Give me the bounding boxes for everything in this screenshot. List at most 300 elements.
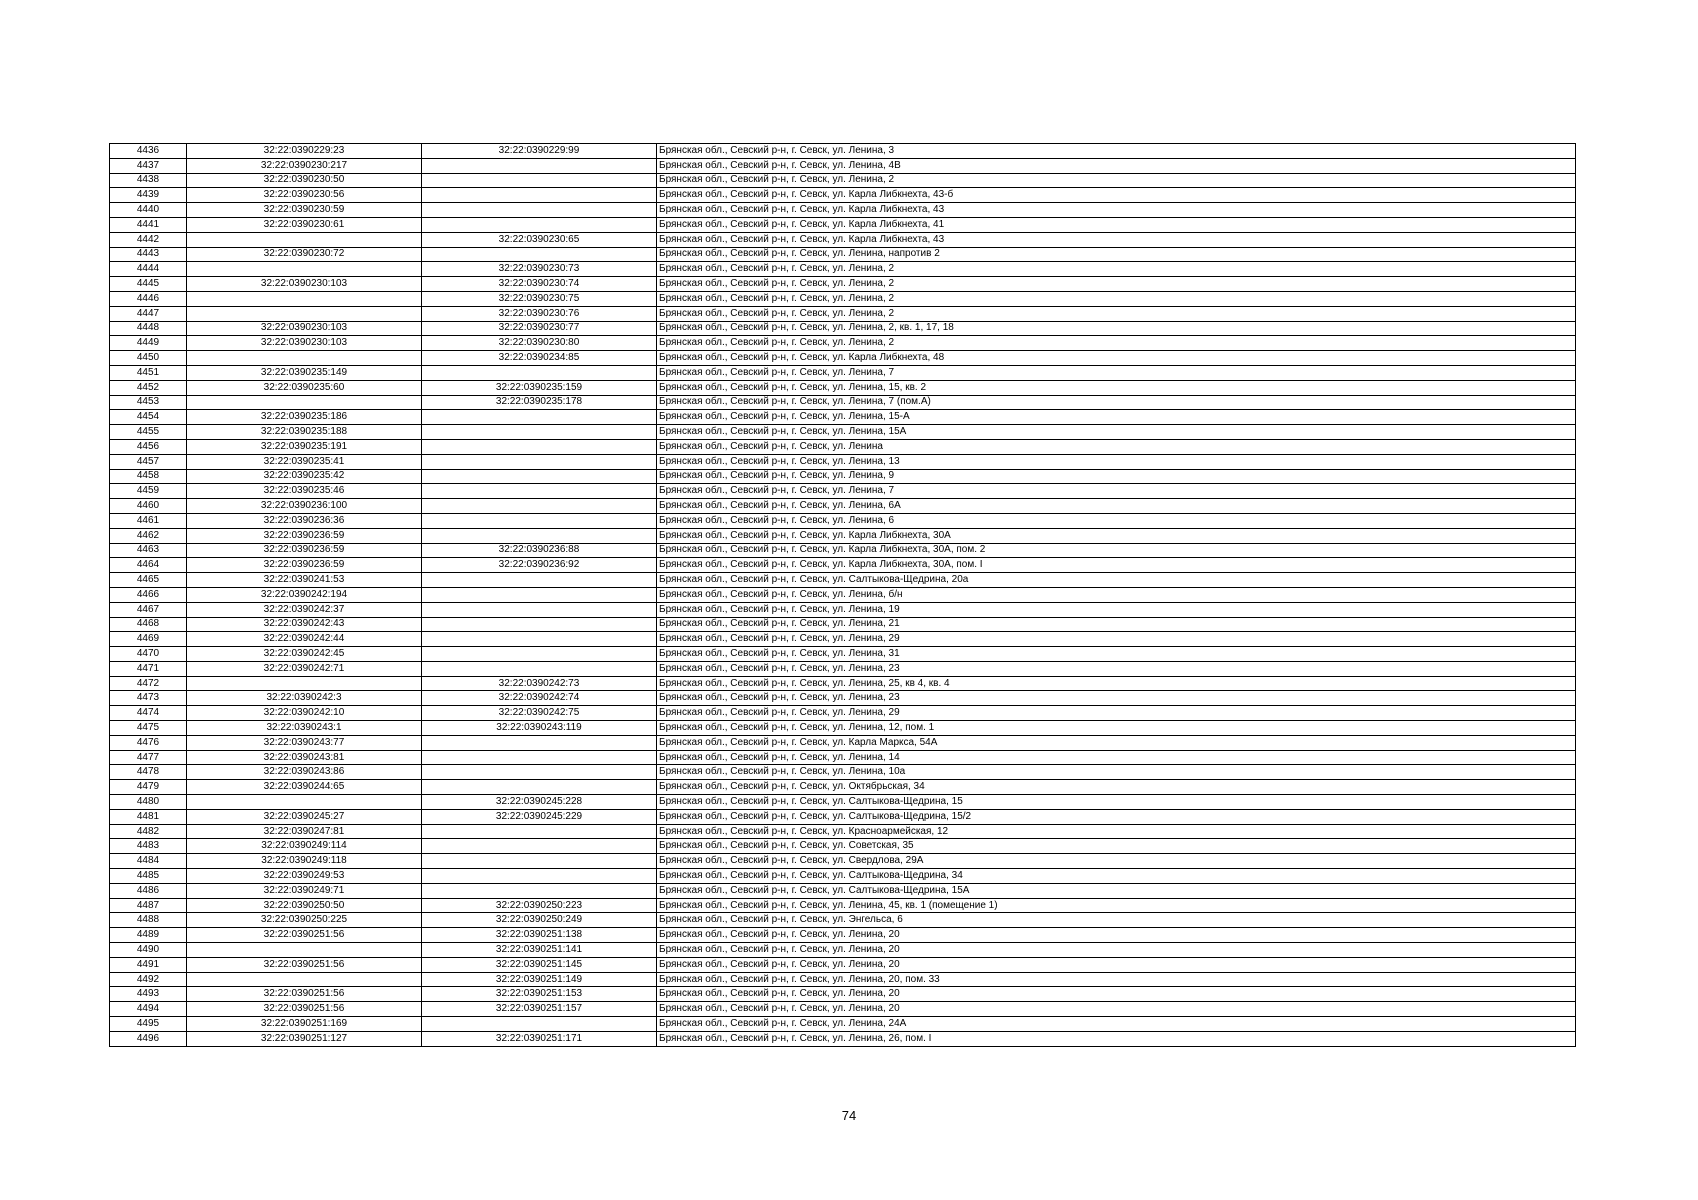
row-number-cell: 4449	[110, 336, 187, 351]
address-cell: Брянская обл., Севский р-н, г. Севск, ул. Салтыкова-Щедрина, 15	[657, 795, 1576, 810]
object-cadastral-number-cell	[422, 647, 657, 662]
object-cadastral-number-cell	[422, 632, 657, 647]
table-row	[110, 573, 1576, 588]
table-row	[110, 351, 1576, 366]
row-number-cell: 4476	[110, 735, 187, 750]
table-row	[110, 617, 1576, 632]
land-cadastral-number-cell: 32:22:0390242:71	[187, 661, 422, 676]
row-number-cell: 4487	[110, 898, 187, 913]
address-cell: Брянская обл., Севский р-н, г. Севск, ул. Ленина, 23	[657, 661, 1576, 676]
row-number-cell: 4488	[110, 913, 187, 928]
land-cadastral-number-cell: 32:22:0390242:194	[187, 587, 422, 602]
row-number-cell: 4472	[110, 676, 187, 691]
table-row	[110, 721, 1576, 736]
object-cadastral-number-cell	[422, 484, 657, 499]
table-row	[110, 824, 1576, 839]
land-cadastral-number-cell: 32:22:0390242:45	[187, 647, 422, 662]
table-row	[110, 676, 1576, 691]
object-cadastral-number-cell	[422, 780, 657, 795]
page-number: 74	[841, 1108, 857, 1123]
land-cadastral-number-cell: 32:22:0390251:56	[187, 987, 422, 1002]
row-number-cell: 4455	[110, 425, 187, 440]
address-cell: Брянская обл., Севский р-н, г. Севск, ул. Ленина, 7	[657, 365, 1576, 380]
land-cadastral-number-cell: 32:22:0390229:23	[187, 144, 422, 159]
address-cell: Брянская обл., Севский р-н, г. Севск, ул. Карла Либкнехта, 41	[657, 217, 1576, 232]
row-number-cell: 4463	[110, 543, 187, 558]
table-row	[110, 913, 1576, 928]
row-number-cell: 4493	[110, 987, 187, 1002]
row-number-cell: 4475	[110, 721, 187, 736]
land-cadastral-number-cell: 32:22:0390230:103	[187, 277, 422, 292]
address-cell: Брянская обл., Севский р-н, г. Севск, ул. Ленина, 4В	[657, 158, 1576, 173]
table-row	[110, 898, 1576, 913]
row-number-cell: 4457	[110, 454, 187, 469]
land-cadastral-number-cell: 32:22:0390230:50	[187, 173, 422, 188]
object-cadastral-number-cell: 32:22:0390251:138	[422, 928, 657, 943]
table-row	[110, 1002, 1576, 1017]
object-cadastral-number-cell	[422, 410, 657, 425]
land-cadastral-number-cell	[187, 232, 422, 247]
address-cell: Брянская обл., Севский р-н, г. Севск, ул. Ленина, 20	[657, 957, 1576, 972]
row-number-cell: 4484	[110, 854, 187, 869]
object-cadastral-number-cell	[422, 425, 657, 440]
address-cell: Брянская обл., Севский р-н, г. Севск, ул. Красноармейская, 12	[657, 824, 1576, 839]
row-number-cell: 4480	[110, 795, 187, 810]
land-cadastral-number-cell: 32:22:0390251:56	[187, 957, 422, 972]
row-number-cell: 4446	[110, 291, 187, 306]
land-cadastral-number-cell: 32:22:0390245:27	[187, 809, 422, 824]
table-row	[110, 647, 1576, 662]
table-row	[110, 291, 1576, 306]
table-row	[110, 735, 1576, 750]
object-cadastral-number-cell	[422, 883, 657, 898]
row-number-cell: 4459	[110, 484, 187, 499]
address-cell: Брянская обл., Севский р-н, г. Севск, ул. Энгельса, 6	[657, 913, 1576, 928]
address-cell: Брянская обл., Севский р-н, г. Севск, ул. Ленина, 20	[657, 943, 1576, 958]
object-cadastral-number-cell	[422, 824, 657, 839]
row-number-cell: 4465	[110, 573, 187, 588]
object-cadastral-number-cell: 32:22:0390230:76	[422, 306, 657, 321]
registry-table	[109, 143, 1576, 1047]
object-cadastral-number-cell: 32:22:0390250:223	[422, 898, 657, 913]
row-number-cell: 4496	[110, 1031, 187, 1046]
object-cadastral-number-cell	[422, 203, 657, 218]
row-number-cell: 4473	[110, 691, 187, 706]
row-number-cell: 4461	[110, 513, 187, 528]
row-number-cell: 4474	[110, 706, 187, 721]
object-cadastral-number-cell: 32:22:0390230:74	[422, 277, 657, 292]
address-cell: Брянская обл., Севский р-н, г. Севск, ул. Карла Либкнехта, 43-б	[657, 188, 1576, 203]
table-row	[110, 558, 1576, 573]
object-cadastral-number-cell	[422, 499, 657, 514]
object-cadastral-number-cell	[422, 573, 657, 588]
row-number-cell: 4439	[110, 188, 187, 203]
address-cell: Брянская обл., Севский р-н, г. Севск, ул. Салтыкова-Щедрина, 34	[657, 869, 1576, 884]
table-row	[110, 484, 1576, 499]
address-cell: Брянская обл., Севский р-н, г. Севск, ул. Ленина, 20	[657, 1002, 1576, 1017]
address-cell: Брянская обл., Севский р-н, г. Севск, ул. Карла Либкнехта, 30А	[657, 528, 1576, 543]
row-number-cell: 4436	[110, 144, 187, 159]
table-row	[110, 321, 1576, 336]
row-number-cell: 4471	[110, 661, 187, 676]
object-cadastral-number-cell	[422, 173, 657, 188]
row-number-cell: 4438	[110, 173, 187, 188]
address-cell: Брянская обл., Севский р-н, г. Севск, ул. Ленина, 14	[657, 750, 1576, 765]
row-number-cell: 4485	[110, 869, 187, 884]
object-cadastral-number-cell: 32:22:0390251:141	[422, 943, 657, 958]
table-row	[110, 795, 1576, 810]
land-cadastral-number-cell	[187, 262, 422, 277]
object-cadastral-number-cell: 32:22:0390250:249	[422, 913, 657, 928]
row-number-cell: 4483	[110, 839, 187, 854]
object-cadastral-number-cell: 32:22:0390230:73	[422, 262, 657, 277]
row-number-cell: 4451	[110, 365, 187, 380]
address-cell: Брянская обл., Севский р-н, г. Севск, ул. Ленина, 29	[657, 706, 1576, 721]
table-row	[110, 543, 1576, 558]
row-number-cell: 4448	[110, 321, 187, 336]
address-cell: Брянская обл., Севский р-н, г. Севск, ул. Ленина, 29	[657, 632, 1576, 647]
row-number-cell: 4464	[110, 558, 187, 573]
row-number-cell: 4495	[110, 1017, 187, 1032]
row-number-cell: 4458	[110, 469, 187, 484]
object-cadastral-number-cell	[422, 735, 657, 750]
table-row	[110, 1031, 1576, 1046]
land-cadastral-number-cell: 32:22:0390251:56	[187, 928, 422, 943]
registry-table-body	[110, 144, 1576, 1047]
table-row	[110, 395, 1576, 410]
land-cadastral-number-cell: 32:22:0390230:103	[187, 321, 422, 336]
table-row	[110, 306, 1576, 321]
address-cell: Брянская обл., Севский р-н, г. Севск, ул. Ленина, 13	[657, 454, 1576, 469]
table-row	[110, 869, 1576, 884]
land-cadastral-number-cell: 32:22:0390251:127	[187, 1031, 422, 1046]
land-cadastral-number-cell: 32:22:0390230:103	[187, 336, 422, 351]
land-cadastral-number-cell: 32:22:0390235:191	[187, 439, 422, 454]
address-cell: Брянская обл., Севский р-н, г. Севск, ул. Салтыкова-Щедрина, 15А	[657, 883, 1576, 898]
table-row	[110, 928, 1576, 943]
object-cadastral-number-cell: 32:22:0390251:149	[422, 972, 657, 987]
table-row	[110, 528, 1576, 543]
object-cadastral-number-cell: 32:22:0390235:159	[422, 380, 657, 395]
object-cadastral-number-cell: 32:22:0390242:74	[422, 691, 657, 706]
object-cadastral-number-cell	[422, 587, 657, 602]
table-row	[110, 499, 1576, 514]
row-number-cell: 4437	[110, 158, 187, 173]
address-cell: Брянская обл., Севский р-н, г. Севск, ул. Карла Либкнехта, 43	[657, 232, 1576, 247]
table-row	[110, 809, 1576, 824]
table-row	[110, 454, 1576, 469]
land-cadastral-number-cell: 32:22:0390247:81	[187, 824, 422, 839]
row-number-cell: 4454	[110, 410, 187, 425]
land-cadastral-number-cell: 32:22:0390235:42	[187, 469, 422, 484]
object-cadastral-number-cell: 32:22:0390251:157	[422, 1002, 657, 1017]
table-row	[110, 750, 1576, 765]
address-cell: Брянская обл., Севский р-н, г. Севск, ул. Ленина, 12, пом. 1	[657, 721, 1576, 736]
address-cell: Брянская обл., Севский р-н, г. Севск, ул. Ленина, 6А	[657, 499, 1576, 514]
land-cadastral-number-cell: 32:22:0390230:72	[187, 247, 422, 262]
row-number-cell: 4456	[110, 439, 187, 454]
row-number-cell: 4489	[110, 928, 187, 943]
object-cadastral-number-cell: 32:22:0390251:145	[422, 957, 657, 972]
address-cell: Брянская обл., Севский р-н, г. Севск, ул. Ленина, 2	[657, 291, 1576, 306]
address-cell: Брянская обл., Севский р-н, г. Севск, ул. Советская, 35	[657, 839, 1576, 854]
address-cell: Брянская обл., Севский р-н, г. Севск, ул. Ленина, 21	[657, 617, 1576, 632]
land-cadastral-number-cell: 32:22:0390230:56	[187, 188, 422, 203]
table-row	[110, 854, 1576, 869]
land-cadastral-number-cell: 32:22:0390243:81	[187, 750, 422, 765]
row-number-cell: 4452	[110, 380, 187, 395]
table-row	[110, 173, 1576, 188]
table-row	[110, 380, 1576, 395]
land-cadastral-number-cell: 32:22:0390230:59	[187, 203, 422, 218]
row-number-cell: 4486	[110, 883, 187, 898]
address-cell: Брянская обл., Севский р-н, г. Севск, ул. Ленина, 9	[657, 469, 1576, 484]
row-number-cell: 4460	[110, 499, 187, 514]
table-row	[110, 632, 1576, 647]
table-row	[110, 513, 1576, 528]
land-cadastral-number-cell: 32:22:0390236:59	[187, 528, 422, 543]
row-number-cell: 4482	[110, 824, 187, 839]
address-cell: Брянская обл., Севский р-н, г. Севск, ул. Ленина, 10а	[657, 765, 1576, 780]
table-row	[110, 587, 1576, 602]
table-row	[110, 410, 1576, 425]
land-cadastral-number-cell	[187, 676, 422, 691]
land-cadastral-number-cell: 32:22:0390249:53	[187, 869, 422, 884]
object-cadastral-number-cell: 32:22:0390245:228	[422, 795, 657, 810]
address-cell: Брянская обл., Севский р-н, г. Севск, ул. Ленина, 31	[657, 647, 1576, 662]
object-cadastral-number-cell	[422, 528, 657, 543]
object-cadastral-number-cell	[422, 365, 657, 380]
object-cadastral-number-cell	[422, 869, 657, 884]
row-number-cell: 4462	[110, 528, 187, 543]
land-cadastral-number-cell: 32:22:0390243:86	[187, 765, 422, 780]
land-cadastral-number-cell	[187, 306, 422, 321]
land-cadastral-number-cell: 32:22:0390243:77	[187, 735, 422, 750]
table-row	[110, 602, 1576, 617]
row-number-cell: 4443	[110, 247, 187, 262]
address-cell: Брянская обл., Севский р-н, г. Севск, ул. Ленина, 45, кв. 1 (помещение 1)	[657, 898, 1576, 913]
table-row	[110, 277, 1576, 292]
address-cell: Брянская обл., Севский р-н, г. Севск, ул. Ленина, 2	[657, 173, 1576, 188]
object-cadastral-number-cell: 32:22:0390230:80	[422, 336, 657, 351]
land-cadastral-number-cell	[187, 795, 422, 810]
land-cadastral-number-cell: 32:22:0390235:186	[187, 410, 422, 425]
address-cell: Брянская обл., Севский р-н, г. Севск, ул. Ленина	[657, 439, 1576, 454]
row-number-cell: 4491	[110, 957, 187, 972]
object-cadastral-number-cell: 32:22:0390251:171	[422, 1031, 657, 1046]
land-cadastral-number-cell: 32:22:0390249:114	[187, 839, 422, 854]
object-cadastral-number-cell	[422, 854, 657, 869]
address-cell: Брянская обл., Севский р-н, г. Севск, ул. Ленина, 2	[657, 277, 1576, 292]
table-row	[110, 839, 1576, 854]
object-cadastral-number-cell: 32:22:0390236:92	[422, 558, 657, 573]
row-number-cell: 4468	[110, 617, 187, 632]
row-number-cell: 4470	[110, 647, 187, 662]
row-number-cell: 4447	[110, 306, 187, 321]
address-cell: Брянская обл., Севский р-н, г. Севск, ул. Ленина, 20, пом. 33	[657, 972, 1576, 987]
table-row	[110, 158, 1576, 173]
address-cell: Брянская обл., Севский р-н, г. Севск, ул. Ленина, 3	[657, 144, 1576, 159]
row-number-cell: 4492	[110, 972, 187, 987]
table-row	[110, 144, 1576, 159]
object-cadastral-number-cell	[422, 513, 657, 528]
address-cell: Брянская обл., Севский р-н, г. Севск, ул. Ленина, 2	[657, 336, 1576, 351]
address-cell: Брянская обл., Севский р-н, г. Севск, ул. Ленина, 15-А	[657, 410, 1576, 425]
table-row	[110, 262, 1576, 277]
object-cadastral-number-cell	[422, 661, 657, 676]
address-cell: Брянская обл., Севский р-н, г. Севск, ул. Карла Либкнехта, 48	[657, 351, 1576, 366]
address-cell: Брянская обл., Севский р-н, г. Севск, ул. Ленина, 2	[657, 306, 1576, 321]
land-cadastral-number-cell: 32:22:0390242:10	[187, 706, 422, 721]
object-cadastral-number-cell	[422, 247, 657, 262]
address-cell: Брянская обл., Севский р-н, г. Севск, ул. Карла Либкнехта, 30А, пом. I	[657, 558, 1576, 573]
land-cadastral-number-cell: 32:22:0390236:59	[187, 558, 422, 573]
address-cell: Брянская обл., Севский р-н, г. Севск, ул. Ленина, 20	[657, 987, 1576, 1002]
table-row	[110, 203, 1576, 218]
table-row	[110, 469, 1576, 484]
land-cadastral-number-cell	[187, 972, 422, 987]
land-cadastral-number-cell	[187, 943, 422, 958]
address-cell: Брянская обл., Севский р-н, г. Севск, ул. Ленина, б/н	[657, 587, 1576, 602]
address-cell: Брянская обл., Севский р-н, г. Севск, ул. Ленина, 15, кв. 2	[657, 380, 1576, 395]
address-cell: Брянская обл., Севский р-н, г. Севск, ул. Карла Маркса, 54А	[657, 735, 1576, 750]
row-number-cell: 4466	[110, 587, 187, 602]
land-cadastral-number-cell: 32:22:0390236:36	[187, 513, 422, 528]
land-cadastral-number-cell: 32:22:0390230:61	[187, 217, 422, 232]
land-cadastral-number-cell: 32:22:0390249:71	[187, 883, 422, 898]
address-cell: Брянская обл., Севский р-н, г. Севск, ул. Карла Либкнехта, 30А, пом. 2	[657, 543, 1576, 558]
object-cadastral-number-cell	[422, 188, 657, 203]
address-cell: Брянская обл., Севский р-н, г. Севск, ул. Карла Либкнехта, 43	[657, 203, 1576, 218]
table-row	[110, 661, 1576, 676]
row-number-cell: 4442	[110, 232, 187, 247]
land-cadastral-number-cell	[187, 395, 422, 410]
object-cadastral-number-cell	[422, 750, 657, 765]
object-cadastral-number-cell: 32:22:0390243:119	[422, 721, 657, 736]
land-cadastral-number-cell	[187, 291, 422, 306]
row-number-cell: 4469	[110, 632, 187, 647]
table-row	[110, 780, 1576, 795]
table-row	[110, 425, 1576, 440]
table-row	[110, 957, 1576, 972]
land-cadastral-number-cell: 32:22:0390242:43	[187, 617, 422, 632]
object-cadastral-number-cell	[422, 454, 657, 469]
land-cadastral-number-cell: 32:22:0390236:59	[187, 543, 422, 558]
address-cell: Брянская обл., Севский р-н, г. Севск, ул. Свердлова, 29А	[657, 854, 1576, 869]
object-cadastral-number-cell	[422, 617, 657, 632]
object-cadastral-number-cell: 32:22:0390230:65	[422, 232, 657, 247]
land-cadastral-number-cell: 32:22:0390235:149	[187, 365, 422, 380]
table-row	[110, 1017, 1576, 1032]
address-cell: Брянская обл., Севский р-н, г. Севск, ул. Октябрьская, 34	[657, 780, 1576, 795]
object-cadastral-number-cell	[422, 439, 657, 454]
table-row	[110, 336, 1576, 351]
land-cadastral-number-cell: 32:22:0390235:46	[187, 484, 422, 499]
address-cell: Брянская обл., Севский р-н, г. Севск, ул. Ленина, 6	[657, 513, 1576, 528]
object-cadastral-number-cell	[422, 158, 657, 173]
object-cadastral-number-cell: 32:22:0390245:229	[422, 809, 657, 824]
address-cell: Брянская обл., Севский р-н, г. Севск, ул. Ленина, 2	[657, 262, 1576, 277]
row-number-cell: 4444	[110, 262, 187, 277]
land-cadastral-number-cell: 32:22:0390244:65	[187, 780, 422, 795]
address-cell: Брянская обл., Севский р-н, г. Севск, ул. Салтыкова-Щедрина, 15/2	[657, 809, 1576, 824]
object-cadastral-number-cell: 32:22:0390236:88	[422, 543, 657, 558]
address-cell: Брянская обл., Севский р-н, г. Севск, ул. Ленина, 7 (пом.А)	[657, 395, 1576, 410]
address-cell: Брянская обл., Севский р-н, г. Севск, ул. Ленина, 19	[657, 602, 1576, 617]
land-cadastral-number-cell: 32:22:0390241:53	[187, 573, 422, 588]
table-row	[110, 883, 1576, 898]
object-cadastral-number-cell: 32:22:0390242:73	[422, 676, 657, 691]
object-cadastral-number-cell: 32:22:0390234:85	[422, 351, 657, 366]
table-row	[110, 691, 1576, 706]
table-row	[110, 217, 1576, 232]
table-row	[110, 706, 1576, 721]
object-cadastral-number-cell	[422, 469, 657, 484]
object-cadastral-number-cell	[422, 839, 657, 854]
land-cadastral-number-cell	[187, 351, 422, 366]
object-cadastral-number-cell	[422, 217, 657, 232]
address-cell: Брянская обл., Севский р-н, г. Севск, ул. Ленина, 2, кв. 1, 17, 18	[657, 321, 1576, 336]
object-cadastral-number-cell: 32:22:0390235:178	[422, 395, 657, 410]
row-number-cell: 4450	[110, 351, 187, 366]
address-cell: Брянская обл., Севский р-н, г. Севск, ул. Ленина, 25, кв 4, кв. 4	[657, 676, 1576, 691]
land-cadastral-number-cell: 32:22:0390236:100	[187, 499, 422, 514]
object-cadastral-number-cell: 32:22:0390242:75	[422, 706, 657, 721]
land-cadastral-number-cell: 32:22:0390235:188	[187, 425, 422, 440]
table-row	[110, 188, 1576, 203]
object-cadastral-number-cell	[422, 602, 657, 617]
land-cadastral-number-cell: 32:22:0390250:225	[187, 913, 422, 928]
address-cell: Брянская обл., Севский р-н, г. Севск, ул. Ленина, 15А	[657, 425, 1576, 440]
land-cadastral-number-cell: 32:22:0390249:118	[187, 854, 422, 869]
land-cadastral-number-cell: 32:22:0390250:50	[187, 898, 422, 913]
address-cell: Брянская обл., Севский р-н, г. Севск, ул. Ленина, 20	[657, 928, 1576, 943]
table-row	[110, 439, 1576, 454]
object-cadastral-number-cell: 32:22:0390230:77	[422, 321, 657, 336]
row-number-cell: 4494	[110, 1002, 187, 1017]
table-row	[110, 232, 1576, 247]
table-row	[110, 365, 1576, 380]
land-cadastral-number-cell: 32:22:0390251:56	[187, 1002, 422, 1017]
table-row	[110, 765, 1576, 780]
object-cadastral-number-cell	[422, 765, 657, 780]
land-cadastral-number-cell: 32:22:0390251:169	[187, 1017, 422, 1032]
row-number-cell: 4453	[110, 395, 187, 410]
row-number-cell: 4467	[110, 602, 187, 617]
address-cell: Брянская обл., Севский р-н, г. Севск, ул. Ленина, напротив 2	[657, 247, 1576, 262]
table-row	[110, 943, 1576, 958]
row-number-cell: 4477	[110, 750, 187, 765]
table-row	[110, 972, 1576, 987]
table-row	[110, 247, 1576, 262]
address-cell: Брянская обл., Севский р-н, г. Севск, ул. Ленина, 7	[657, 484, 1576, 499]
address-cell: Брянская обл., Севский р-н, г. Севск, ул. Ленина, 24А	[657, 1017, 1576, 1032]
land-cadastral-number-cell: 32:22:0390242:3	[187, 691, 422, 706]
land-cadastral-number-cell: 32:22:0390235:41	[187, 454, 422, 469]
row-number-cell: 4445	[110, 277, 187, 292]
land-cadastral-number-cell: 32:22:0390230:217	[187, 158, 422, 173]
land-cadastral-number-cell: 32:22:0390242:37	[187, 602, 422, 617]
land-cadastral-number-cell: 32:22:0390243:1	[187, 721, 422, 736]
table-row	[110, 987, 1576, 1002]
land-cadastral-number-cell: 32:22:0390242:44	[187, 632, 422, 647]
row-number-cell: 4441	[110, 217, 187, 232]
row-number-cell: 4478	[110, 765, 187, 780]
address-cell: Брянская обл., Севский р-н, г. Севск, ул. Салтыкова-Щедрина, 20а	[657, 573, 1576, 588]
row-number-cell: 4440	[110, 203, 187, 218]
object-cadastral-number-cell: 32:22:0390251:153	[422, 987, 657, 1002]
row-number-cell: 4490	[110, 943, 187, 958]
